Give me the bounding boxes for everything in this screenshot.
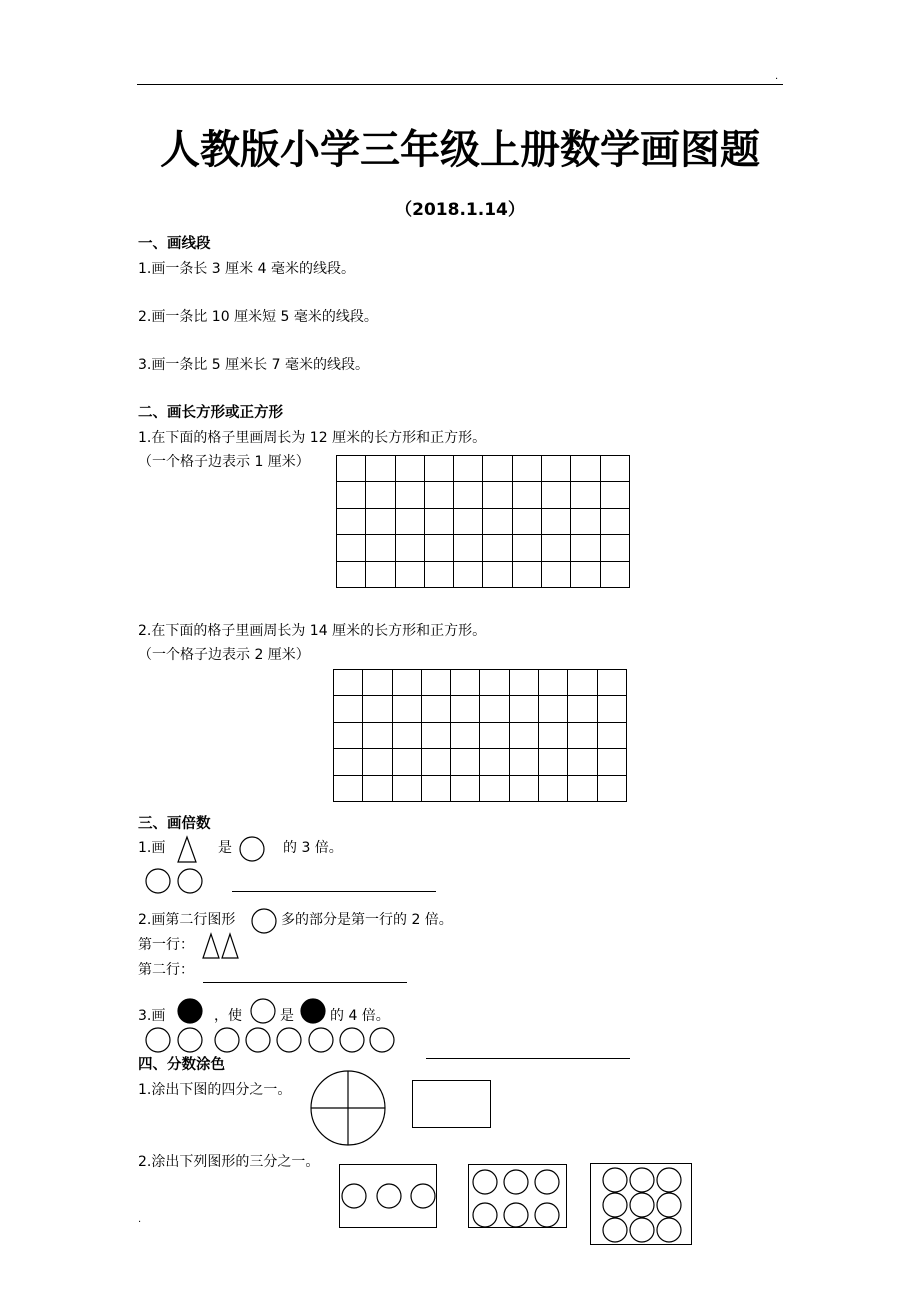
- circle-icon: [251, 907, 279, 935]
- grid-cell[interactable]: [392, 696, 421, 722]
- grid-cell[interactable]: [454, 535, 483, 561]
- grid-cell[interactable]: [571, 456, 600, 482]
- circle-icon: [657, 1218, 681, 1242]
- grid-cell[interactable]: [483, 456, 512, 482]
- grid-cell[interactable]: [421, 722, 450, 748]
- grid-cell[interactable]: [600, 561, 629, 587]
- circle-icon: [177, 868, 205, 896]
- circle-icon: [340, 1028, 364, 1052]
- grid-cell[interactable]: [392, 722, 421, 748]
- grid-cell[interactable]: [597, 722, 626, 748]
- grid-cell[interactable]: [571, 508, 600, 534]
- circle-icon: [277, 1028, 301, 1052]
- circle-icon: [146, 1028, 170, 1052]
- grid-cell[interactable]: [568, 749, 597, 775]
- question-2-2: 2.在下面的格子里画周长为 14 厘米的长方形和正方形。: [138, 623, 487, 639]
- circle-row: [145, 1027, 405, 1055]
- square-grid-1[interactable]: [336, 455, 630, 588]
- grid-row: [334, 749, 627, 775]
- grid-cell[interactable]: [568, 722, 597, 748]
- grid-cell[interactable]: [451, 749, 480, 775]
- grid-cell[interactable]: [571, 535, 600, 561]
- grid-cell[interactable]: [480, 722, 509, 748]
- grid-cell[interactable]: [366, 482, 395, 508]
- grid-row: [337, 508, 630, 534]
- question-1-1: 1.画一条长 3 厘米 4 毫米的线段。: [138, 261, 355, 277]
- grid-cell[interactable]: [366, 535, 395, 561]
- grid-cell[interactable]: [539, 670, 568, 696]
- grid-cell[interactable]: [451, 670, 480, 696]
- circle-icon: [238, 835, 266, 863]
- grid-cell[interactable]: [334, 722, 363, 748]
- grid-row: [334, 722, 627, 748]
- grid-cell[interactable]: [395, 535, 424, 561]
- grid-cell[interactable]: [392, 670, 421, 696]
- circle-icon: [630, 1193, 654, 1217]
- corner-mark-bottom: .: [138, 1214, 142, 1225]
- grid-cell[interactable]: [512, 456, 541, 482]
- grid-cell[interactable]: [542, 456, 571, 482]
- grid-cell[interactable]: [568, 670, 597, 696]
- grid-cell[interactable]: [451, 696, 480, 722]
- question-3-2-prefix: 2.画第二行图形: [138, 912, 236, 928]
- grid-row: [337, 561, 630, 587]
- circle-icon: [309, 1028, 333, 1052]
- grid-cell[interactable]: [568, 696, 597, 722]
- grid-cell[interactable]: [509, 749, 538, 775]
- circle-icon: [250, 998, 278, 1026]
- circle-icon: [535, 1203, 559, 1227]
- quartered-circle[interactable]: [308, 1070, 390, 1146]
- page-date: （2018.1.14）: [395, 200, 525, 220]
- circle-icon: [603, 1168, 627, 1192]
- grid-cell[interactable]: [542, 482, 571, 508]
- grid-row: [334, 775, 627, 801]
- grid-cell[interactable]: [600, 456, 629, 482]
- grid-cell[interactable]: [571, 482, 600, 508]
- grid-cell[interactable]: [454, 456, 483, 482]
- grid-cell[interactable]: [539, 722, 568, 748]
- filled-circle-icon: [300, 998, 328, 1026]
- circle-group-9: [590, 1163, 692, 1245]
- circle-icon: [377, 1184, 401, 1208]
- grid-cell[interactable]: [424, 535, 453, 561]
- circle-icon: [215, 1028, 239, 1052]
- circle-icon: [657, 1193, 681, 1217]
- grid-cell[interactable]: [512, 508, 541, 534]
- grid-row: [337, 535, 630, 561]
- grid-cell[interactable]: [600, 508, 629, 534]
- grid-cell[interactable]: [454, 482, 483, 508]
- grid-cell[interactable]: [363, 696, 392, 722]
- circle-icon: [504, 1203, 528, 1227]
- circle-icon: [657, 1168, 681, 1192]
- grid-cell[interactable]: [395, 508, 424, 534]
- grid-cell[interactable]: [480, 696, 509, 722]
- grid-cell[interactable]: [597, 696, 626, 722]
- grid-cell[interactable]: [421, 696, 450, 722]
- grid-cell[interactable]: [542, 535, 571, 561]
- grid-cell[interactable]: [539, 749, 568, 775]
- question-1-3: 3.画一条比 5 厘米长 7 毫米的线段。: [138, 357, 369, 373]
- grid-cell[interactable]: [542, 561, 571, 587]
- grid-cell[interactable]: [509, 722, 538, 748]
- circle-icon: [603, 1193, 627, 1217]
- grid-cell[interactable]: [480, 775, 509, 801]
- question-4-2: 2.涂出下列图形的三分之一。: [138, 1154, 320, 1170]
- grid-row: [334, 696, 627, 722]
- grid-cell[interactable]: [597, 749, 626, 775]
- circle-icon: [342, 1184, 366, 1208]
- grid-cell[interactable]: [451, 775, 480, 801]
- section-heading-3: 三、画倍数: [138, 816, 211, 832]
- grid-cell[interactable]: [509, 775, 538, 801]
- grid-cell[interactable]: [337, 456, 366, 482]
- header-rule: [137, 84, 783, 85]
- grid-cell[interactable]: [480, 670, 509, 696]
- circle-icon: [630, 1168, 654, 1192]
- grid-cell[interactable]: [395, 482, 424, 508]
- circle-icon: [246, 1028, 270, 1052]
- grid-cell[interactable]: [451, 722, 480, 748]
- grid-cell[interactable]: [334, 775, 363, 801]
- grid-cell[interactable]: [424, 561, 453, 587]
- circle-icon: [178, 1028, 202, 1052]
- grid-cell[interactable]: [509, 670, 538, 696]
- question-3-1-suffix: 的 3 倍。: [283, 840, 343, 856]
- question-3-1-prefix: 1.画: [138, 840, 166, 856]
- grid-cell[interactable]: [366, 508, 395, 534]
- grid-cell[interactable]: [363, 670, 392, 696]
- grid-cell[interactable]: [421, 749, 450, 775]
- circle-icon: [603, 1218, 627, 1242]
- circle-icon: [630, 1218, 654, 1242]
- question-2-1-note: （一个格子边表示 1 厘米）: [138, 454, 310, 470]
- grid-cell[interactable]: [483, 508, 512, 534]
- grid-cell[interactable]: [334, 696, 363, 722]
- question-4-1: 1.涂出下图的四分之一。: [138, 1082, 292, 1098]
- question-3-3-make: ，使: [214, 1008, 242, 1024]
- grid-cell[interactable]: [363, 722, 392, 748]
- grid-cell[interactable]: [395, 456, 424, 482]
- question-3-3-is: 是: [280, 1008, 294, 1024]
- question-3-2-row1-label: 第一行：: [138, 937, 194, 953]
- grid-cell[interactable]: [363, 775, 392, 801]
- grid-cell[interactable]: [454, 508, 483, 534]
- grid-cell[interactable]: [334, 749, 363, 775]
- circle-icon: [504, 1170, 528, 1194]
- question-2-2-note: （一个格子边表示 2 厘米）: [138, 647, 310, 663]
- grid-cell[interactable]: [424, 456, 453, 482]
- grid-cell[interactable]: [600, 482, 629, 508]
- triangle-icon: [202, 933, 222, 961]
- triangle-icon: [177, 836, 197, 864]
- circle-icon: [473, 1170, 497, 1194]
- grid-cell[interactable]: [483, 535, 512, 561]
- circle-icon: [473, 1203, 497, 1227]
- grid-cell[interactable]: [334, 670, 363, 696]
- grid-cell[interactable]: [542, 508, 571, 534]
- question-3-2-row2-label: 第二行：: [138, 962, 194, 978]
- grid-cell[interactable]: [363, 749, 392, 775]
- grid-cell[interactable]: [424, 482, 453, 508]
- square-grid-2[interactable]: [333, 669, 627, 802]
- grid-cell[interactable]: [512, 561, 541, 587]
- grid-cell[interactable]: [597, 775, 626, 801]
- grid-cell[interactable]: [366, 456, 395, 482]
- grid-cell[interactable]: [421, 775, 450, 801]
- grid-cell[interactable]: [512, 535, 541, 561]
- circle-icon: [411, 1184, 435, 1208]
- answer-line-3-1[interactable]: [232, 891, 436, 892]
- grid-cell[interactable]: [366, 561, 395, 587]
- question-3-3-suffix: 的 4 倍。: [330, 1008, 390, 1024]
- grid-cell[interactable]: [421, 670, 450, 696]
- circle-icon: [145, 868, 173, 896]
- circle-group-6: [468, 1164, 567, 1228]
- corner-mark-top: .: [775, 71, 779, 82]
- question-1-2: 2.画一条比 10 厘米短 5 毫米的线段。: [138, 309, 378, 325]
- filled-circle-icon: [177, 998, 205, 1026]
- grid-cell[interactable]: [392, 749, 421, 775]
- grid-cell[interactable]: [512, 482, 541, 508]
- grid-cell[interactable]: [600, 535, 629, 561]
- question-3-1-is: 是: [218, 840, 232, 856]
- circle-icon: [370, 1028, 394, 1052]
- rectangle-shape[interactable]: [412, 1080, 491, 1128]
- grid-cell[interactable]: [337, 482, 366, 508]
- circle-group-3: [339, 1164, 437, 1228]
- grid-cell[interactable]: [454, 561, 483, 587]
- grid-cell[interactable]: [337, 535, 366, 561]
- grid-cell[interactable]: [539, 775, 568, 801]
- grid-row: [334, 670, 627, 696]
- grid-cell[interactable]: [424, 508, 453, 534]
- grid-row: [337, 482, 630, 508]
- grid-cell[interactable]: [395, 561, 424, 587]
- grid-cell[interactable]: [392, 775, 421, 801]
- question-2-1: 1.在下面的格子里画周长为 12 厘米的长方形和正方形。: [138, 430, 487, 446]
- grid-cell[interactable]: [568, 775, 597, 801]
- section-heading-2: 二、画长方形或正方形: [138, 405, 283, 421]
- answer-line-3-3[interactable]: [426, 1058, 630, 1059]
- question-3-3-prefix: 3.画: [138, 1008, 166, 1024]
- grid-cell[interactable]: [597, 670, 626, 696]
- grid-cell[interactable]: [483, 482, 512, 508]
- answer-line-3-2[interactable]: [203, 982, 407, 983]
- page-title: 人教版小学三年级上册数学画图题: [160, 126, 760, 173]
- circle-icon: [535, 1170, 559, 1194]
- grid-cell[interactable]: [480, 749, 509, 775]
- grid-cell[interactable]: [483, 561, 512, 587]
- section-heading-1: 一、画线段: [138, 236, 211, 252]
- triangle-icon: [221, 933, 241, 961]
- grid-cell[interactable]: [509, 696, 538, 722]
- section-heading-4: 四、分数涂色: [138, 1057, 225, 1073]
- grid-row: [337, 456, 630, 482]
- question-3-2-suffix: 多的部分是第一行的 2 倍。: [281, 912, 453, 928]
- grid-cell[interactable]: [337, 508, 366, 534]
- grid-cell[interactable]: [571, 561, 600, 587]
- grid-cell[interactable]: [539, 696, 568, 722]
- grid-cell[interactable]: [337, 561, 366, 587]
